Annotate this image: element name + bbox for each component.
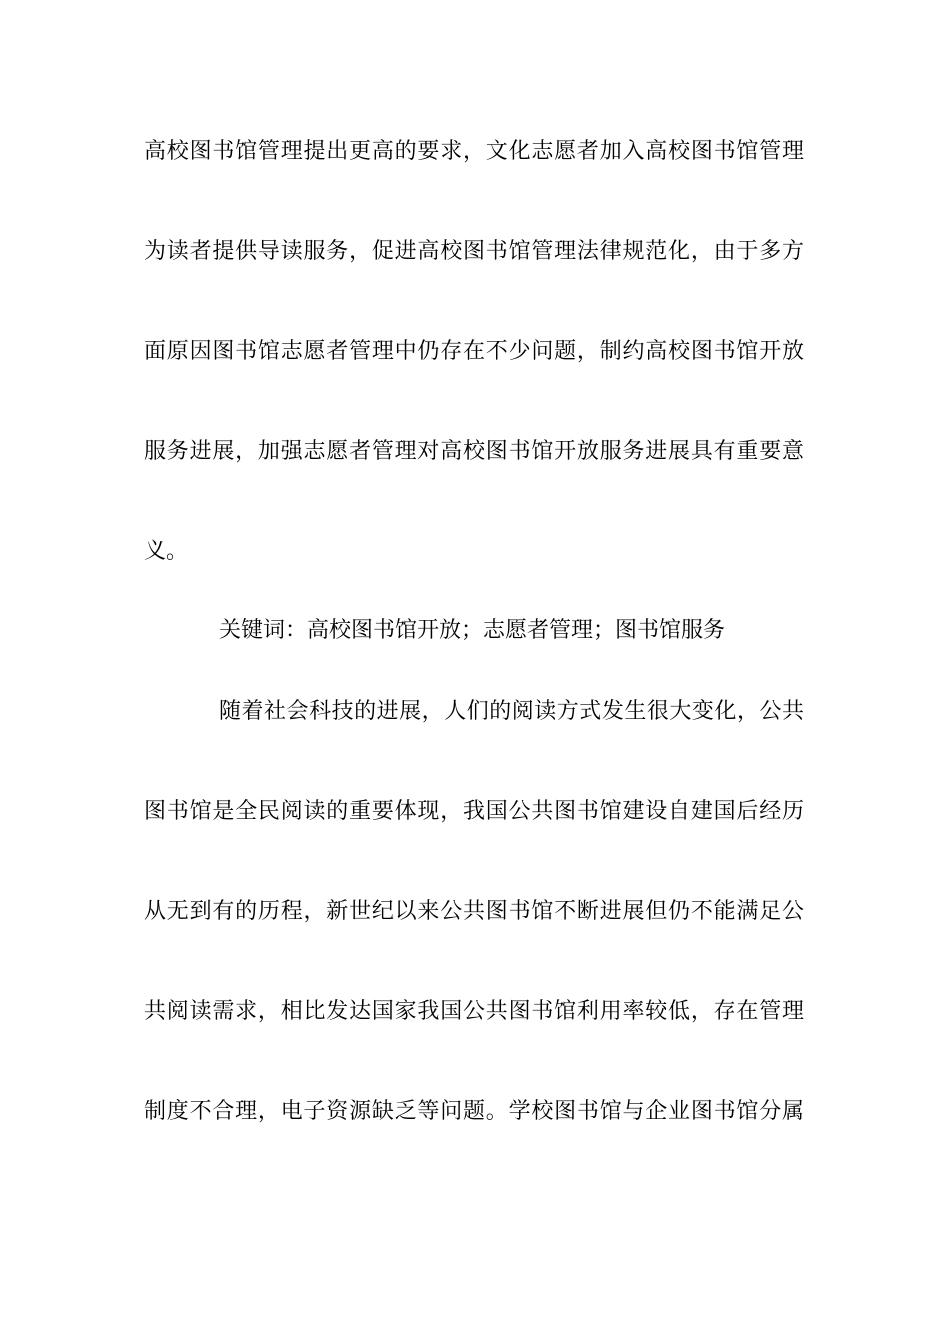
abstract-line-4: 服务进展，加强志愿者管理对高校图书馆开放服务进展具有重要意: [144, 439, 804, 464]
body-line-1: 随着社会科技的进展，人们的阅读方式发生很大变化，公共: [219, 699, 804, 724]
abstract-line-5: 义。: [144, 539, 189, 564]
abstract-line-3: 面原因图书馆志愿者管理中仍存在不少问题，制约高校图书馆开放: [144, 339, 804, 364]
body-line-3: 从无到有的历程，新世纪以来公共图书馆不断进展但仍不能满足公: [144, 899, 804, 924]
abstract-line-1: 高校图书馆管理提出更高的要求，文化志愿者加入高校图书馆管理: [144, 139, 804, 164]
keywords-line: 关键词：高校图书馆开放；志愿者管理；图书馆服务: [219, 618, 726, 643]
body-line-4: 共阅读需求，相比发达国家我国公共图书馆利用率较低，存在管理: [144, 999, 804, 1024]
abstract-line-2: 为读者提供导读服务，促进高校图书馆管理法律规范化，由于多方: [144, 239, 804, 264]
body-line-5: 制度不合理，电子资源缺乏等问题。学校图书馆与企业图书馆分属: [144, 1099, 804, 1124]
body-line-2: 图书馆是全民阅读的重要体现，我国公共图书馆建设自建国后经历: [144, 799, 804, 824]
